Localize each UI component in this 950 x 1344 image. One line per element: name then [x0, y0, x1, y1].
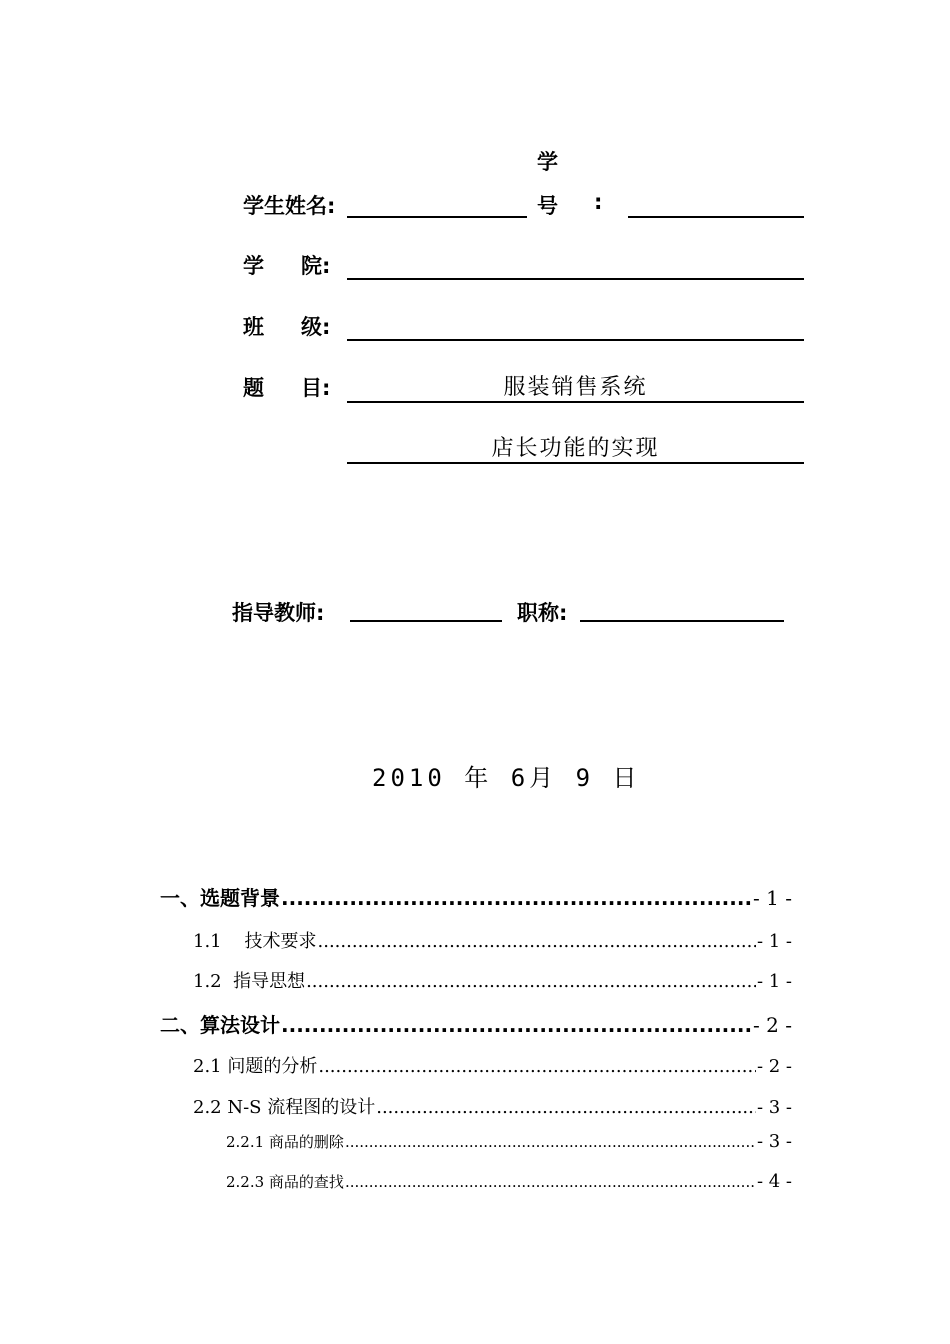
toc-entry-page: - 2 -: [756, 1056, 792, 1077]
college-label-part1: 学: [243, 254, 264, 278]
toc-entry-page: - 1 -: [756, 971, 792, 992]
student-id-label-top: 学: [537, 150, 558, 174]
topic-line-2: 店长功能的实现: [491, 436, 660, 461]
college-field[interactable]: [347, 278, 804, 280]
student-name-field[interactable]: [347, 216, 527, 218]
toc-leader: [306, 971, 756, 992]
topic-label-part2: 目:: [301, 376, 331, 400]
toc-entry-text: 1.2 指导思想: [193, 971, 306, 992]
student-id-field[interactable]: [628, 216, 804, 218]
toc-entry-page: - 3 -: [756, 1131, 792, 1152]
toc-entry-page: - 2 -: [753, 1013, 792, 1037]
class-field[interactable]: [347, 339, 804, 341]
toc-entry[interactable]: [160, 1009, 792, 1038]
topic-field-1[interactable]: [347, 401, 804, 403]
toc-entry-text: 2.2.1 商品的删除: [226, 1133, 344, 1151]
toc-entry-text: 二、算法设计: [160, 1013, 280, 1037]
toc-entry[interactable]: [193, 1093, 792, 1119]
toc-leader: [376, 1097, 756, 1118]
toc-entry-page: - 4 -: [756, 1171, 792, 1192]
toc-entry-text: 一、选题背景: [160, 886, 280, 910]
toc-entry-text: 1.1 技术要求: [193, 931, 317, 952]
advisor-label: 指导教师:: [232, 601, 325, 625]
toc-leader: [281, 886, 752, 910]
toc-entry-page: - 1 -: [756, 931, 792, 952]
toc-entry-text: 2.1 问题的分析: [193, 1056, 318, 1077]
toc-entry-text: 2.2.3 商品的查找: [226, 1173, 344, 1191]
advisor-title-label: 职称:: [517, 601, 568, 625]
college-label-part2: 院:: [301, 254, 331, 278]
toc-entry[interactable]: [193, 927, 792, 953]
toc-leader: [345, 1133, 756, 1151]
student-id-colon: :: [594, 190, 603, 214]
topic-label-part1: 题: [243, 376, 264, 400]
topic-field-2[interactable]: [347, 462, 804, 464]
toc-leader: [281, 1013, 752, 1037]
student-id-label: 号: [537, 194, 558, 218]
class-label-part1: 班: [243, 315, 264, 339]
date: 2010 年 6月 9 日: [372, 764, 641, 792]
toc-entry[interactable]: [226, 1171, 792, 1192]
toc-entry-text: 2.2 N-S 流程图的设计: [193, 1097, 376, 1118]
class-label-part2: 级:: [301, 315, 331, 339]
advisor-title-field[interactable]: [580, 620, 784, 622]
toc-entry[interactable]: [160, 882, 792, 911]
toc-entry[interactable]: [193, 1052, 792, 1078]
topic-line-1: 服装销售系统: [503, 375, 648, 400]
toc-entry[interactable]: [226, 1131, 792, 1152]
toc-leader: [318, 931, 756, 952]
toc-entry-page: - 1 -: [753, 886, 792, 910]
toc-leader: [318, 1056, 756, 1077]
toc-leader: [345, 1173, 756, 1191]
student-name-label: 学生姓名:: [243, 194, 336, 218]
advisor-field[interactable]: [350, 620, 502, 622]
toc-entry[interactable]: [193, 967, 792, 993]
toc-entry-page: - 3 -: [756, 1097, 792, 1118]
